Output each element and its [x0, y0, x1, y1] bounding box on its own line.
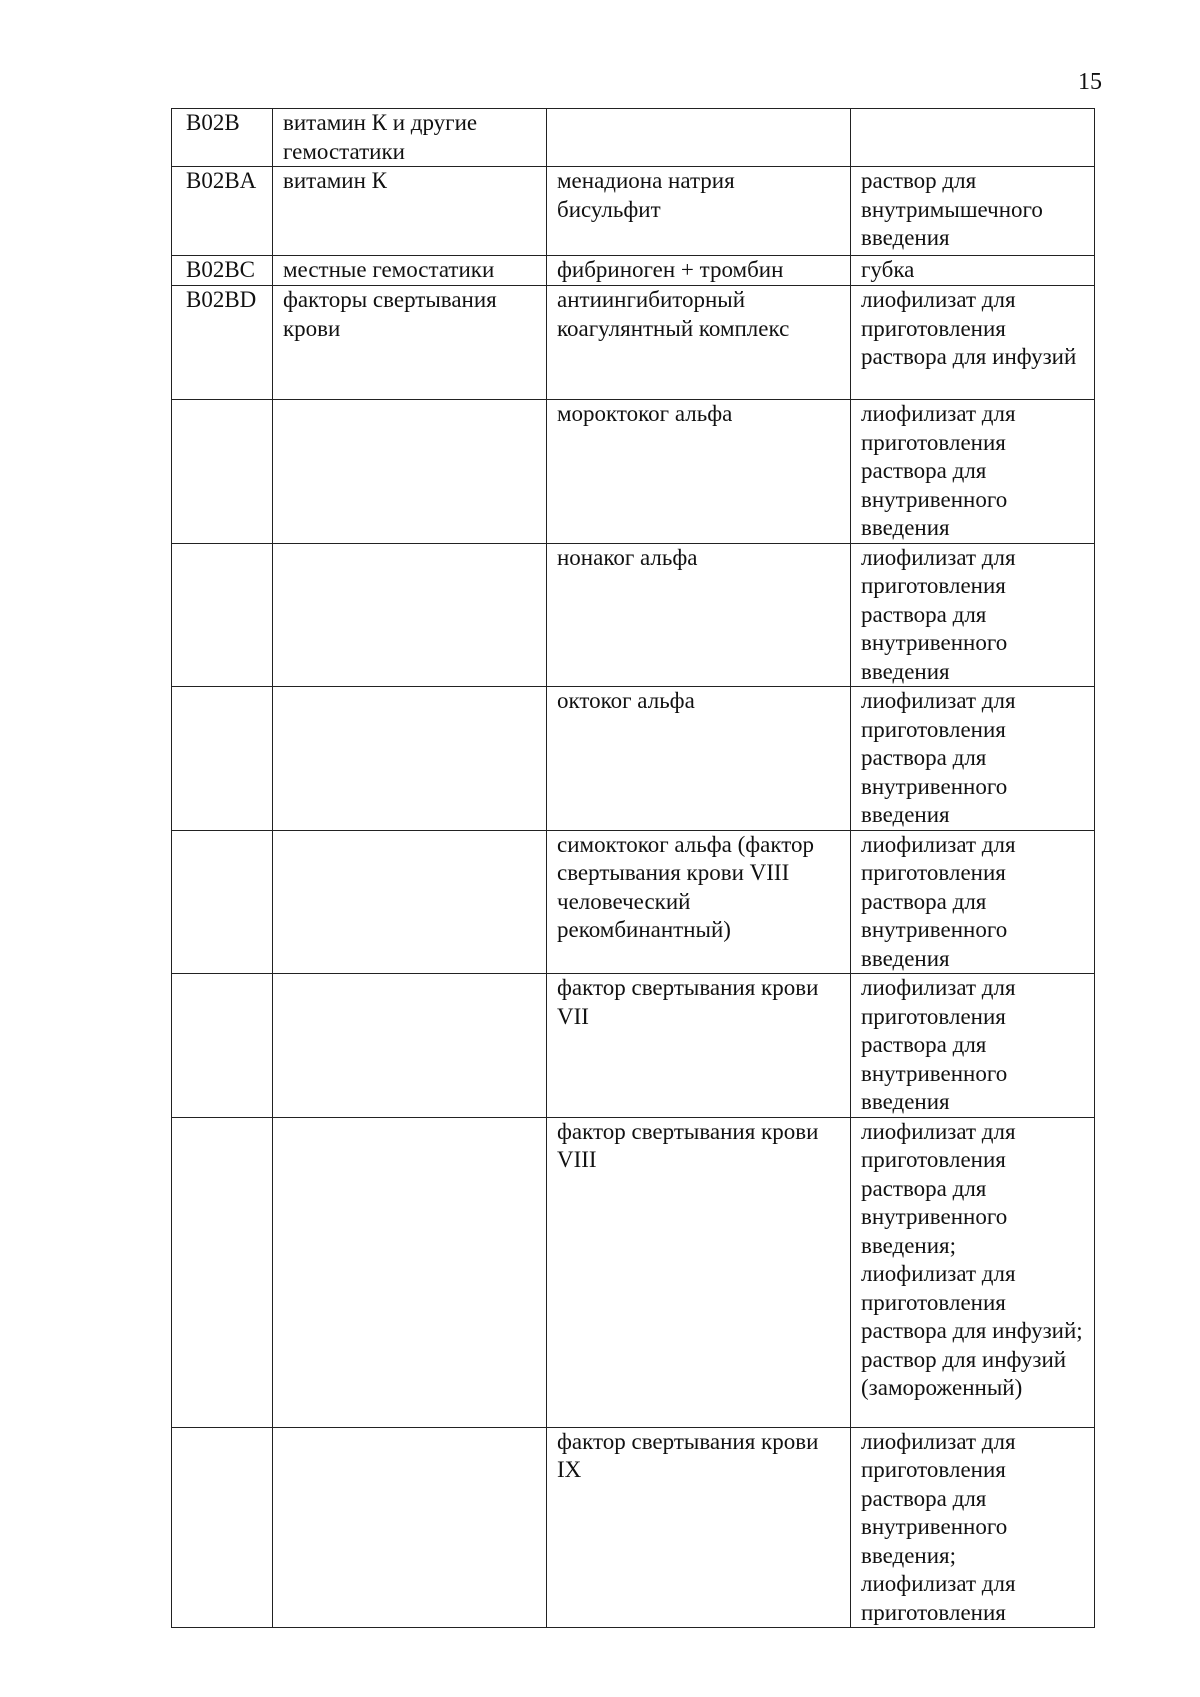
atc-code-cell: [172, 687, 273, 831]
drug-name-cell: фибриноген + тромбин: [547, 256, 851, 286]
table-row: [172, 543, 1095, 687]
drug-name-cell: нонаког альфа: [547, 543, 851, 687]
table-row: [172, 687, 1095, 831]
drug-name-cell: симоктоког альфа (фактор свертывания крови VIII человеческий рекомбинантный): [547, 830, 851, 974]
group-cell: [273, 830, 547, 974]
dosage-form-cell: лиофилизат для приготовления раствора для инфузий: [851, 286, 1095, 400]
group-cell: [273, 1117, 547, 1427]
atc-code-cell: B02BC: [172, 256, 273, 286]
atc-code-cell: [172, 974, 273, 1118]
drug-name-cell: фактор свертывания крови IX: [547, 1427, 851, 1628]
dosage-form-cell: лиофилизат для приготовления раствора для внутривенного введения: [851, 974, 1095, 1118]
group-cell: [273, 974, 547, 1118]
dosage-form-cell: лиофилизат для приготовления раствора для внутривенного введения; лиофилизат для приготовления: [851, 1427, 1095, 1628]
table-row: [172, 167, 1095, 256]
drug-name-cell: [547, 109, 851, 167]
table-row: [172, 974, 1095, 1118]
group-cell: местные гемостатики: [273, 256, 547, 286]
group-cell: [273, 1427, 547, 1628]
dosage-form-cell: лиофилизат для приготовления раствора для внутривенного введения; лиофилизат для приготовления раствора для инфузий; раствор для инфузий (замороженный): [851, 1117, 1095, 1427]
group-cell: факторы свертывания крови: [273, 286, 547, 400]
group-cell: [273, 400, 547, 544]
dosage-form-cell: раствор для внутримышечного введения: [851, 167, 1095, 256]
drug-name-cell: антиингибиторный коагулянтный комплекс: [547, 286, 851, 400]
dosage-form-cell: лиофилизат для приготовления раствора для внутривенного введения: [851, 400, 1095, 544]
table-row: [172, 1427, 1095, 1628]
group-cell: витамин К и другие гемостатики: [273, 109, 547, 167]
table-row: [172, 400, 1095, 544]
atc-code-cell: B02BA: [172, 167, 273, 256]
drug-name-cell: мороктоког альфа: [547, 400, 851, 544]
group-cell: [273, 543, 547, 687]
group-cell: [273, 687, 547, 831]
group-cell: витамин К: [273, 167, 547, 256]
atc-code-cell: B02B: [172, 109, 273, 167]
atc-code-cell: [172, 400, 273, 544]
table-row: [172, 286, 1095, 400]
table-row: [172, 256, 1095, 286]
drug-name-cell: менадиона натрия бисульфит: [547, 167, 851, 256]
dosage-form-cell: [851, 109, 1095, 167]
atc-code-cell: B02BD: [172, 286, 273, 400]
table-row: [172, 1117, 1095, 1427]
table-row: [172, 109, 1095, 167]
table-row: [172, 830, 1095, 974]
drug-table: [171, 108, 1095, 1628]
dosage-form-cell: губка: [851, 256, 1095, 286]
page-number: 15: [1078, 69, 1102, 95]
dosage-form-cell: лиофилизат для приготовления раствора для внутривенного введения: [851, 687, 1095, 831]
atc-code-cell: [172, 830, 273, 974]
drug-name-cell: фактор свертывания крови VII: [547, 974, 851, 1118]
dosage-form-cell: лиофилизат для приготовления раствора для внутривенного введения: [851, 830, 1095, 974]
drug-name-cell: октоког альфа: [547, 687, 851, 831]
dosage-form-cell: лиофилизат для приготовления раствора для внутривенного введения: [851, 543, 1095, 687]
atc-code-cell: [172, 543, 273, 687]
atc-code-cell: [172, 1427, 273, 1628]
atc-code-cell: [172, 1117, 273, 1427]
drug-name-cell: фактор свертывания крови VIII: [547, 1117, 851, 1427]
